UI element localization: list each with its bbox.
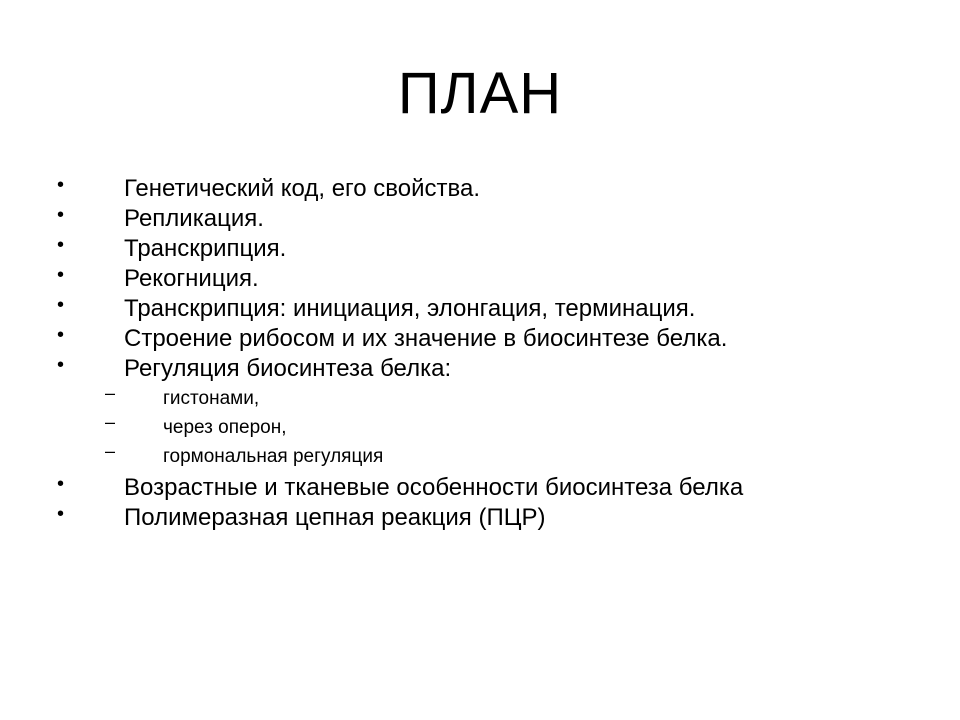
list-item — [0, 294, 960, 324]
list-item-text: Рекогниция. — [124, 265, 259, 292]
list-item-text: Полимеразная цепная реакция (ПЦР) — [124, 504, 546, 531]
bullet-icon: • — [57, 354, 65, 376]
bullet-icon: • — [57, 174, 65, 196]
dash-icon: – — [105, 383, 116, 403]
list-item — [0, 234, 960, 264]
list-item — [0, 204, 960, 234]
sub-list-item — [0, 442, 960, 471]
bullet-icon: • — [57, 204, 65, 226]
bullet-icon: • — [57, 324, 65, 346]
list-item-text: Генетический код, его свойства. — [124, 175, 481, 202]
list-item-text: Возрастные и тканевые особенности биосинтеза белка — [124, 474, 744, 501]
sub-list-item — [0, 413, 960, 442]
sub-list-item-text: через оперон, — [163, 417, 287, 438]
bullet-icon: • — [57, 234, 65, 256]
plan-list — [0, 174, 960, 533]
sub-list-item-text: гистонами, — [163, 388, 260, 409]
list-item — [0, 503, 960, 533]
bullet-icon: • — [57, 503, 65, 525]
list-item-text: Транскрипция. — [124, 235, 287, 262]
list-item-text: Репликация. — [124, 205, 264, 232]
sub-list-item — [0, 384, 960, 413]
dash-icon: – — [105, 412, 116, 432]
list-item — [0, 354, 960, 384]
dash-icon: – — [105, 441, 116, 461]
sub-list-item-text: гормональная регуляция — [163, 446, 384, 467]
list-item — [0, 264, 960, 294]
bullet-icon: • — [57, 294, 65, 316]
list-item — [0, 473, 960, 503]
list-item-text: Строение рибосом и их значение в биосинтезе белка. — [124, 325, 728, 352]
bullet-icon: • — [57, 264, 65, 286]
list-item — [0, 324, 960, 354]
bullet-icon: • — [57, 473, 65, 495]
list-item-text: Транскрипция: инициация, элонгация, терминация. — [124, 295, 696, 322]
list-item-text: Регуляция биосинтеза белка: — [124, 355, 452, 382]
list-item — [0, 174, 960, 204]
slide-title: ПЛАН — [397, 61, 563, 126]
